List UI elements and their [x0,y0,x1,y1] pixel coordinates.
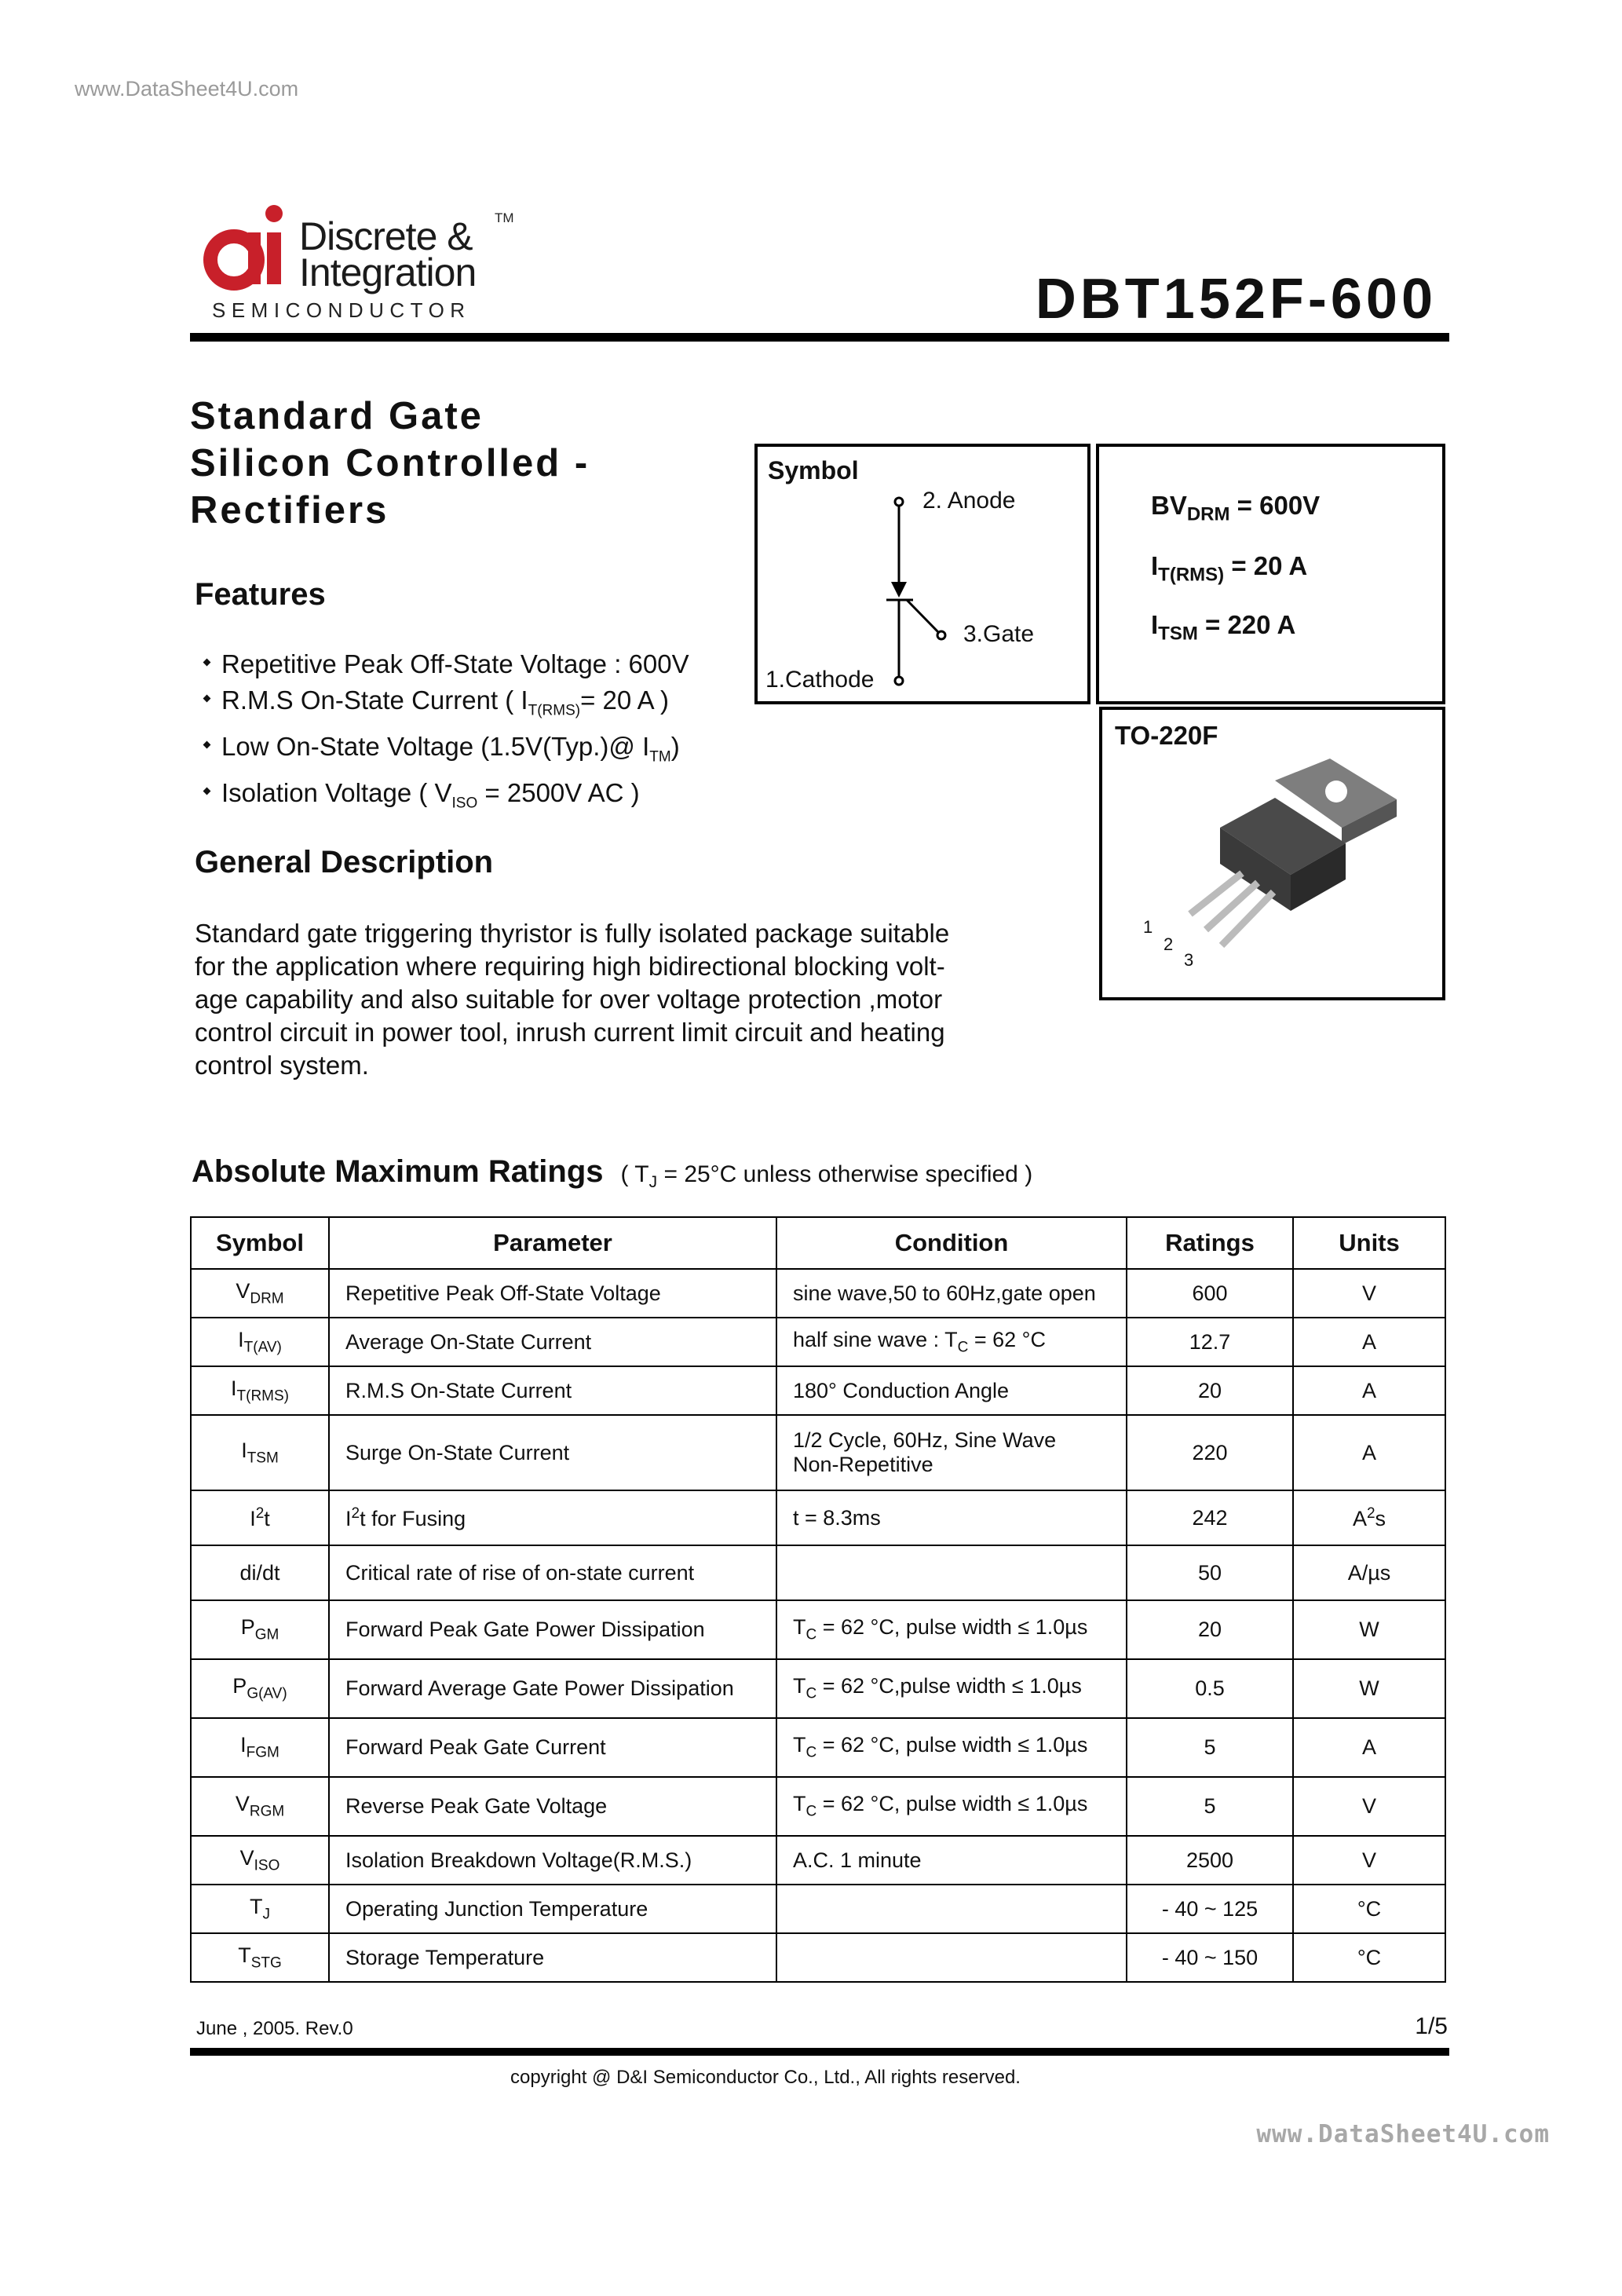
symbol-cell: $P_{GM}$ [191,1600,329,1659]
ratings-title: Absolute Maximum Ratings [192,1154,604,1189]
symbol-cell: $V_{ISO}$ [191,1836,329,1885]
symbol-cell: $I_{T(RMS)}$ [191,1366,329,1415]
table-row [191,1836,1445,1885]
unit-cell: A [1293,1318,1445,1366]
footer-rule [190,2048,1449,2056]
brand-name [299,214,477,294]
column-header: Condition [776,1217,1127,1269]
parameter-cell: Critical rate of rise of on-state current [329,1545,776,1600]
title-line: Rectifiers [190,489,389,532]
condition-cell: $T_C = 62$ °C, pulse width ≤ 1.0µs [776,1718,1127,1777]
table-row [191,1545,1445,1600]
symbol-cell: $I_{FGM}$ [191,1718,329,1777]
rating-cell: 600 [1127,1269,1293,1318]
feature-item: Isolation Voltage ( $V_{ISO} = 2500V$ AC ) [206,775,689,821]
unit-cell: $A^2s$ [1293,1490,1445,1545]
symbol-cell: $I^2t$ [191,1490,329,1545]
column-header: Symbol [191,1217,329,1269]
spec-bvdrm: $BV_{DRM} = 600V$ [1151,491,1321,525]
package-title: TO-220F [1115,721,1218,750]
unit-cell: °C [1293,1933,1445,1982]
rating-cell: 20 [1127,1366,1293,1415]
bullet-icon [203,694,211,702]
to220f-package-icon [1134,741,1432,993]
table-row [191,1269,1445,1318]
parameter-cell: $I^2t$ for Fusing [329,1490,776,1545]
symbol-cell: $T_J$ [191,1885,329,1933]
condition-cell [776,1545,1127,1600]
brand-line2: Integration [299,250,477,294]
table-row [191,1415,1445,1490]
features-heading: Features [195,577,326,612]
rating-cell: 0.5 [1127,1659,1293,1718]
parameter-cell: Surge On-State Current [329,1415,776,1490]
di-logo-icon [203,203,293,293]
bullet-icon [203,740,211,748]
column-header: Units [1293,1217,1445,1269]
unit-cell: A/µs [1293,1545,1445,1600]
brand-subtitle: SEMICONDUCTOR [212,298,471,322]
unit-cell: W [1293,1659,1445,1718]
revision-date: June , 2005. Rev.0 [196,2018,353,2039]
condition-cell: t = 8.3ms [776,1490,1127,1545]
cathode-label: 1.Cathode [765,667,875,693]
spec-itsm: $I_{TSM} = 220$ A [1151,610,1296,645]
parameter-cell: Reverse Peak Gate Voltage [329,1777,776,1836]
symbol-cell: $V_{RGM}$ [191,1777,329,1836]
condition-cell [776,1885,1127,1933]
feature-item: Repetitive Peak Off-State Voltage : 600V [206,646,689,682]
condition-cell: $T_C = 62$ °C, pulse width ≤ 1.0µs [776,1777,1127,1836]
rating-cell: 2500 [1127,1836,1293,1885]
symbol-title: Symbol [768,456,859,484]
parameter-cell: Storage Temperature [329,1933,776,1982]
table-row [191,1490,1445,1545]
rating-cell: 220 [1127,1415,1293,1490]
condition-cell: 1/2 Cycle, 60Hz, Sine Wave Non-Repetitive [776,1415,1127,1490]
parameter-cell: Operating Junction Temperature [329,1885,776,1933]
unit-cell: A [1293,1718,1445,1777]
unit-cell: W [1293,1600,1445,1659]
table-row [191,1885,1445,1933]
part-number: DBT152F-600 [1035,268,1437,331]
condition-cell: $T_C = 62$ °C, pulse width ≤ 1.0µs [776,1600,1127,1659]
gate-label: 3.Gate [963,621,1035,647]
symbol-cell: $I_{T(AV)}$ [191,1318,329,1366]
table-row [191,1718,1445,1777]
description-line: Standard gate triggering thyristor is fully isolated package suitable [195,919,950,948]
copyright-text: copyright @ D&I Semiconductor Co., Ltd., All rights reserved. [510,2067,1021,2088]
unit-cell: A [1293,1415,1445,1490]
feature-item: Low On-State Voltage (1.5V(Typ.)@ $I_{TM}$) [206,729,689,775]
header-rule [190,333,1449,342]
title-line: Standard Gate [190,395,484,437]
table-row [191,1600,1445,1659]
unit-cell: V [1293,1269,1445,1318]
company-logo [203,198,532,327]
column-header: Parameter [329,1217,776,1269]
spec-itrms: $I_{T(RMS)} = 20$ A [1151,551,1308,586]
symbol-cell: $P_{G(AV)}$ [191,1659,329,1718]
unit-cell: V [1293,1777,1445,1836]
package-box [1099,707,1445,1000]
rating-cell: - 40 ~ 125 [1127,1885,1293,1933]
parameter-cell: Isolation Breakdown Voltage(R.M.S.) [329,1836,776,1885]
ratings-heading [192,1154,1032,1192]
description-heading: General Description [195,845,494,879]
rating-cell: 242 [1127,1490,1293,1545]
description-line: control circuit in power tool, inrush current limit circuit and heating [195,1018,945,1047]
table-row [191,1933,1445,1982]
pin-label-2: 2 [1164,934,1174,954]
table-header-row [191,1217,1445,1269]
table-row [191,1777,1445,1836]
table-row [191,1659,1445,1718]
parameter-cell: Repetitive Peak Off-State Voltage [329,1269,776,1318]
parameter-cell: Forward Peak Gate Current [329,1718,776,1777]
parameter-cell: R.M.S On-State Current [329,1366,776,1415]
ratings-table [190,1216,1446,1983]
description-line: age capability and also suitable for over voltage protection ,motor [195,985,943,1014]
symbol-cell: $I_{TSM}$ [191,1415,329,1490]
bullet-icon [203,659,211,667]
bullet-icon [203,787,211,795]
description-line: control system. [195,1051,369,1080]
condition-cell: $T_C = 62$ °C,pulse width ≤ 1.0µs [776,1659,1127,1718]
description-text [195,917,1011,1082]
pin-label-1: 1 [1143,917,1153,937]
title-line: Silicon Controlled - [190,442,590,484]
condition-cell: 180° Conduction Angle [776,1366,1127,1415]
rating-cell: 5 [1127,1777,1293,1836]
scr-symbol-icon [758,447,1087,701]
ratings-note: ( $T_J = 25^\circ C$ unless otherwise specified ) [620,1161,1033,1191]
table-row [191,1318,1445,1366]
rating-cell: 50 [1127,1545,1293,1600]
brand-line1: Discrete & [299,214,473,258]
watermark-bottom: www.DataSheet4U.com [1256,2120,1550,2148]
symbol-cell: $V_{DRM}$ [191,1269,329,1318]
unit-cell: V [1293,1836,1445,1885]
condition-cell: sine wave,50 to 60Hz,gate open [776,1269,1127,1318]
feature-item: R.M.S On-State Current ( $I_{T(RMS)}= 20$ A ) [206,682,689,729]
anode-label: 2. Anode [922,488,1016,514]
symbol-cell: $T_{STG}$ [191,1933,329,1982]
product-title [190,393,590,534]
condition-cell: A.C. 1 minute [776,1836,1127,1885]
description-line: for the application where requiring high bidirectional blocking volt- [195,952,945,981]
rating-cell: 5 [1127,1718,1293,1777]
symbol-cell: di/dt [191,1545,329,1600]
key-specs-box [1096,444,1445,704]
parameter-cell: Forward Peak Gate Power Dissipation [329,1600,776,1659]
symbol-box [754,444,1090,704]
parameter-cell: Forward Average Gate Power Dissipation [329,1659,776,1718]
parameter-cell: Average On-State Current [329,1318,776,1366]
watermark-top: www.DataSheet4U.com [75,77,299,101]
page-number: 1/5 [1415,2013,1448,2039]
rating-cell: 20 [1127,1600,1293,1659]
condition-cell: half sine wave : $T_C = 62$ °C [776,1318,1127,1366]
column-header: Ratings [1127,1217,1293,1269]
condition-cell [776,1933,1127,1982]
trademark-mark: TM [495,210,514,225]
unit-cell: °C [1293,1885,1445,1933]
unit-cell: A [1293,1366,1445,1415]
rating-cell: 12.7 [1127,1318,1293,1366]
rating-cell: - 40 ~ 150 [1127,1933,1293,1982]
pin-label-3: 3 [1184,950,1194,970]
table-row [191,1366,1445,1415]
features-list [206,646,689,821]
